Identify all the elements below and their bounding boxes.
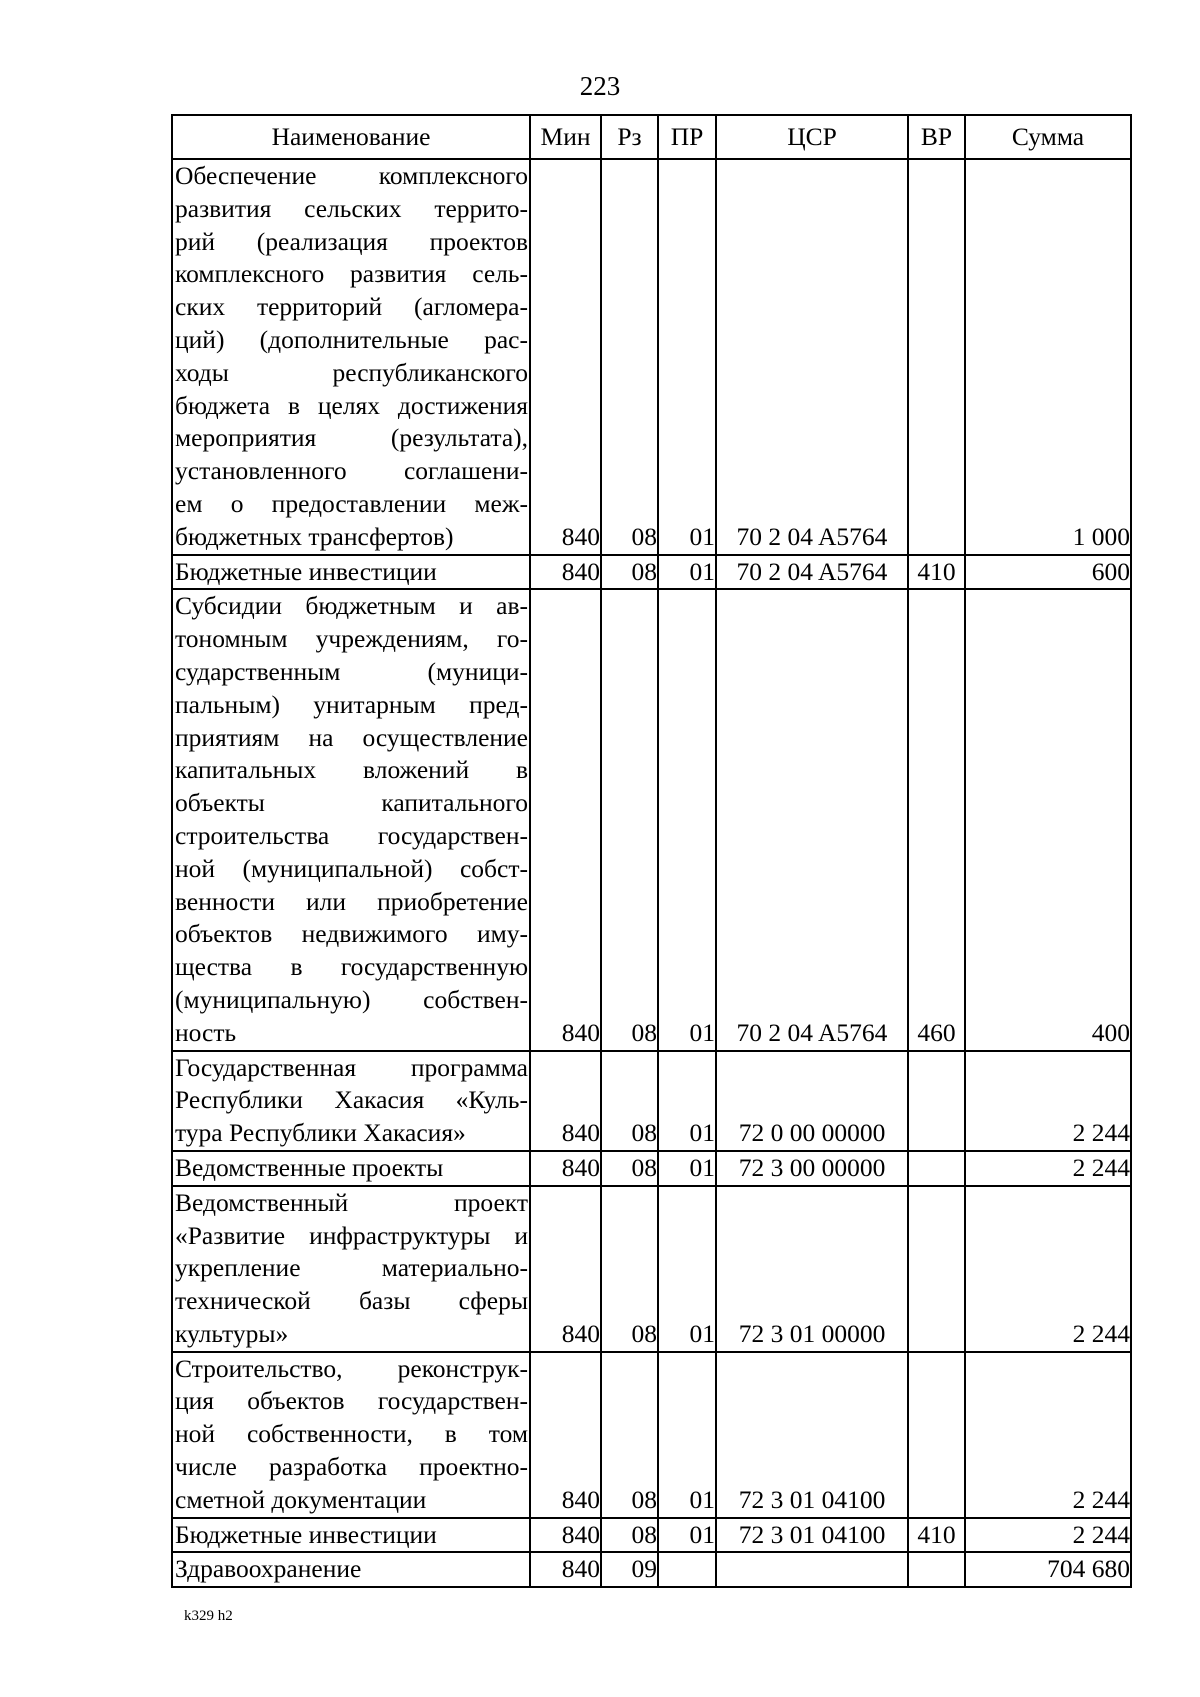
table-row — [172, 1552, 1131, 1587]
row-rz-cell: 08 — [601, 555, 658, 590]
row-min-cell: 840 — [530, 159, 601, 555]
header-rz: Рз — [601, 115, 658, 159]
row-sum-cell: 1 000 — [965, 159, 1131, 555]
row-sum-cell: 600 — [965, 555, 1131, 590]
row-name-line: укрепление материально- — [175, 1253, 528, 1283]
row-name-line: культуры» — [175, 1318, 289, 1348]
row-min-cell: 840 — [530, 555, 601, 590]
row-name-line: числе разработка проектно- — [175, 1452, 528, 1482]
header-min: Мин — [530, 115, 601, 159]
row-rz-cell: 08 — [601, 1151, 658, 1186]
row-pr-cell: 01 — [658, 159, 716, 555]
row-name-line: развития сельских террито- — [175, 193, 528, 223]
row-name-line: Ведомственный проект — [175, 1187, 528, 1217]
row-csr-cell: 72 3 01 04100 — [716, 1518, 908, 1553]
row-pr-cell — [658, 1552, 716, 1587]
row-rz-cell: 08 — [601, 1051, 658, 1151]
row-pr-cell: 01 — [658, 1051, 716, 1151]
row-name-line: сударственным (муници- — [175, 656, 528, 686]
row-min-cell: 840 — [530, 1151, 601, 1186]
row-name-line: ем о предоставлении меж- — [175, 488, 528, 518]
row-pr-cell: 01 — [658, 555, 716, 590]
row-name-line: мероприятия (результата), — [175, 423, 528, 453]
row-sum-cell: 2 244 — [965, 1051, 1131, 1151]
row-name-cell — [172, 159, 530, 555]
row-name-line: ций) (дополнительные рас- — [175, 324, 528, 354]
row-rz-cell: 08 — [601, 159, 658, 555]
row-name-line: Здравоохранение — [175, 1554, 362, 1584]
row-name-line: капитальных вложений в — [175, 755, 528, 785]
row-name-line: ной (муниципальной) собст- — [175, 853, 528, 883]
table-row — [172, 1352, 1131, 1518]
row-name-line: ность — [175, 1017, 237, 1047]
row-name-line: Ведомственные проекты — [175, 1152, 444, 1182]
table-row — [172, 159, 1131, 555]
row-name-line: объектов недвижимого иму- — [175, 919, 528, 949]
row-pr-cell: 01 — [658, 1151, 716, 1186]
table-row — [172, 555, 1131, 590]
header-pr: ПР — [658, 115, 716, 159]
row-min-cell: 840 — [530, 1051, 601, 1151]
row-csr-cell: 72 3 00 00000 — [716, 1151, 908, 1186]
row-vr-cell: 410 — [908, 1518, 965, 1553]
row-name-line: Бюджетные инвестиции — [175, 556, 437, 586]
table-row — [172, 1518, 1131, 1553]
row-csr-cell — [716, 1552, 908, 1587]
header-sum: Сумма — [965, 115, 1131, 159]
row-vr-cell — [908, 1151, 965, 1186]
row-sum-cell: 2 244 — [965, 1151, 1131, 1186]
table-body — [172, 159, 1131, 1587]
row-name-line: строительства государствен- — [175, 820, 528, 850]
table-row — [172, 1151, 1131, 1186]
row-csr-cell: 72 3 01 00000 — [716, 1186, 908, 1352]
row-name-line: рий (реализация проектов — [175, 226, 528, 256]
row-csr-cell: 70 2 04 A5764 — [716, 589, 908, 1050]
row-name-line: тура Республики Хакасия» — [175, 1118, 466, 1148]
row-vr-cell — [908, 1552, 965, 1587]
row-name-cell — [172, 1552, 530, 1587]
row-sum-cell: 2 244 — [965, 1352, 1131, 1518]
row-name-line: «Развитие инфраструктуры и — [175, 1220, 528, 1250]
row-csr-cell: 70 2 04 A5764 — [716, 555, 908, 590]
table-row — [172, 1051, 1131, 1151]
row-name-line: щества в государственную — [175, 952, 528, 982]
row-vr-cell — [908, 1186, 965, 1352]
row-name-line: бюджетных трансфертов) — [175, 521, 454, 551]
row-rz-cell: 08 — [601, 1352, 658, 1518]
row-csr-cell: 70 2 04 A5764 — [716, 159, 908, 555]
row-name-line: объекты капитального — [175, 788, 528, 818]
row-name-line: комплексного развития сель- — [175, 259, 528, 289]
row-min-cell: 840 — [530, 1552, 601, 1587]
row-min-cell: 840 — [530, 1352, 601, 1518]
row-name-cell — [172, 1518, 530, 1553]
row-name-line: установленного соглашени- — [175, 456, 528, 486]
row-name-cell — [172, 1186, 530, 1352]
row-name-line: ной собственности, в том — [175, 1419, 528, 1449]
row-name-line: (муниципальную) собствен- — [175, 984, 528, 1014]
row-name-cell — [172, 1051, 530, 1151]
row-name-line: венности или приобретение — [175, 886, 528, 916]
row-name-line: Строительство, реконструк- — [175, 1353, 528, 1383]
row-min-cell: 840 — [530, 1186, 601, 1352]
row-rz-cell: 09 — [601, 1552, 658, 1587]
budget-table — [171, 114, 1132, 1588]
row-name-cell — [172, 1352, 530, 1518]
row-name-line: Субсидии бюджетным и ав- — [175, 591, 528, 621]
footer-code: k329 h2 — [184, 1608, 233, 1624]
row-name-line: технической базы сферы — [175, 1286, 528, 1316]
row-name-line: пальным) унитарным пред- — [175, 689, 528, 719]
header-csr: ЦСР — [716, 115, 908, 159]
row-sum-cell: 2 244 — [965, 1518, 1131, 1553]
row-vr-cell: 460 — [908, 589, 965, 1050]
row-name-line: ция объектов государствен- — [175, 1386, 528, 1416]
row-name-cell — [172, 589, 530, 1050]
row-pr-cell: 01 — [658, 1518, 716, 1553]
row-sum-cell: 704 680 — [965, 1552, 1131, 1587]
row-name-line: бюджета в целях достижения — [175, 390, 528, 420]
row-name-cell — [172, 1151, 530, 1186]
row-name-line: Государственная программа — [175, 1052, 528, 1082]
table-row — [172, 589, 1131, 1050]
row-vr-cell — [908, 1352, 965, 1518]
row-name-line: ходы республиканского — [175, 357, 528, 387]
header-name: Наименование — [172, 115, 530, 159]
row-vr-cell — [908, 1051, 965, 1151]
row-sum-cell: 2 244 — [965, 1186, 1131, 1352]
row-rz-cell: 08 — [601, 1186, 658, 1352]
row-name-line: сметной документации — [175, 1484, 427, 1514]
row-vr-cell: 410 — [908, 555, 965, 590]
row-pr-cell: 01 — [658, 589, 716, 1050]
row-min-cell: 840 — [530, 589, 601, 1050]
row-vr-cell — [908, 159, 965, 555]
row-rz-cell: 08 — [601, 1518, 658, 1553]
row-name-line: ских территорий (агломера- — [175, 292, 528, 322]
row-name-line: Обеспечение комплексного — [175, 161, 528, 190]
row-csr-cell: 72 3 01 04100 — [716, 1352, 908, 1518]
row-pr-cell: 01 — [658, 1186, 716, 1352]
table-header-row — [172, 115, 1131, 159]
row-min-cell: 840 — [530, 1518, 601, 1553]
header-vr: ВР — [908, 115, 965, 159]
row-rz-cell: 08 — [601, 589, 658, 1050]
row-name-line: приятиям на осуществление — [175, 722, 528, 752]
row-name-line: Республики Хакасия «Куль- — [175, 1085, 528, 1115]
row-name-cell — [172, 555, 530, 590]
row-name-line: Бюджетные инвестиции — [175, 1519, 437, 1549]
row-name-line: тономным учреждениям, го- — [175, 624, 528, 654]
row-pr-cell: 01 — [658, 1352, 716, 1518]
row-csr-cell: 72 0 00 00000 — [716, 1051, 908, 1151]
page-number: 223 — [579, 71, 621, 101]
table-row — [172, 1186, 1131, 1352]
row-sum-cell: 400 — [965, 589, 1131, 1050]
